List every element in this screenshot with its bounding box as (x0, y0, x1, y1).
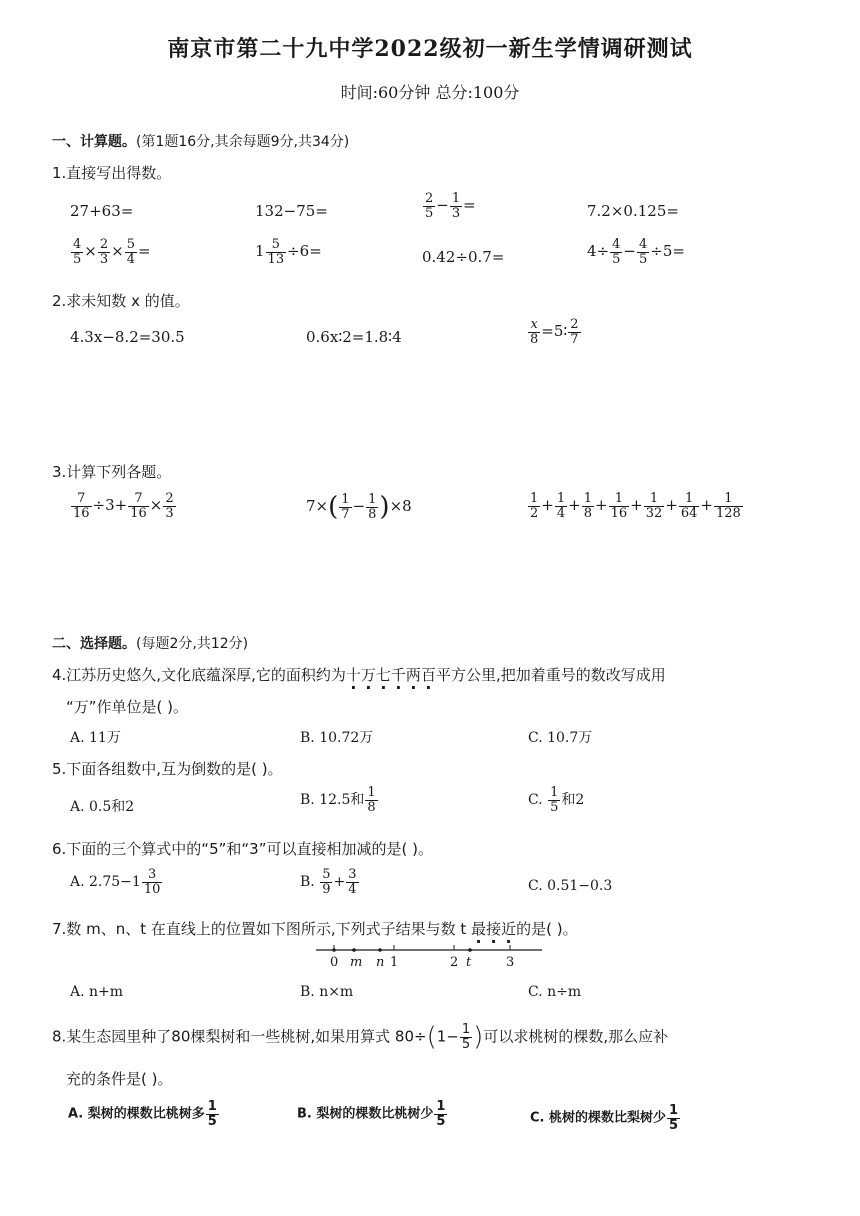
q4-emphasis (346, 666, 436, 684)
q8-option-b-text: B. 梨树的棵数比桃树少 (297, 1106, 434, 1122)
emphasized-char: 最 (471, 920, 487, 938)
q4-option-b[interactable]: B. 10.72万 (300, 730, 374, 746)
section-2-heading: 二、选择题。 (52, 636, 136, 652)
number-line-label: n (376, 955, 385, 970)
q8-option-c-text: C. 桃树的棵数比梨树少 (530, 1110, 667, 1126)
q2-c: $\frac{x}{8}$ =5∶ $\frac{2}{7}$ (530, 317, 579, 347)
emphasized-char: 接 (486, 920, 502, 938)
q5-option-b-text: B. 12.5和 (300, 792, 365, 809)
q7-emphasis (471, 920, 516, 938)
q7-option-c[interactable]: C. n÷m (528, 984, 582, 1000)
q8-option-b[interactable]: B. 梨树的棵数比桃树少 $\frac{1}{5}$ (297, 1099, 446, 1129)
q1-f: 1 $\frac{5}{13}$ ÷6= (255, 237, 322, 267)
q2-label: 2.求未知数 x 的值。 (52, 292, 190, 310)
emphasized-char: 两 (405, 666, 421, 684)
q8-line2: 充的条件是( )。 (66, 1070, 173, 1088)
number-line-label: 3 (506, 955, 515, 970)
number-line-label: 0 (330, 955, 339, 970)
q8-option-c[interactable]: C. 桃树的棵数比梨树少 $\frac{1}{5}$ (530, 1103, 679, 1133)
number-line (310, 944, 550, 972)
q5-option-c-text: 和2 (561, 792, 585, 809)
q7-option-a[interactable]: A. n+m (70, 984, 124, 1000)
q2-b: 0.6x∶2=1.8∶4 (306, 328, 402, 346)
q8-option-a[interactable]: A. 梨树的棵数比桃树多 $\frac{1}{5}$ (68, 1099, 217, 1129)
q8-stem-pre: 8.某生态园里种了80棵梨树和一些桃树,如果用算式 80÷ (52, 1027, 427, 1046)
number-line-label: 1 (390, 955, 399, 970)
q1-h: 4÷ $\frac{4}{5}$ − $\frac{4}{5}$ ÷5= (587, 237, 685, 267)
section-2-note: (每题2分,共12分) (136, 636, 249, 652)
section-1-note: (第1题16分,其余每题9分,共34分) (136, 134, 350, 150)
q4-stem-post: 平方公里,把加着重号的数改写成用 (435, 666, 666, 684)
q1-g: 0.42÷0.7= (422, 248, 505, 266)
emphasized-char: 万 (360, 666, 376, 684)
q4-option-a[interactable]: A. 11万 (70, 730, 121, 746)
q3-a: $\frac{7}{16}$ ÷3+ $\frac{7}{16}$ × $\frac{2}{3}$ (73, 491, 174, 521)
q1-label: 1.直接写出得数。 (52, 164, 172, 182)
q6-stem: 6.下面的三个算式中的“5”和“3”可以直接相加减的是( )。 (52, 840, 433, 858)
emphasized-char: 十 (345, 666, 361, 684)
page-title: 南京市第二十九中学2022级初一新生学情调研测试 (167, 36, 693, 62)
q7-stem-pre: 7.数 m、n、t 在直线上的位置如下图所示,下列式子结果与数 t (52, 920, 472, 938)
q1-c: $\frac{2}{5}$ − $\frac{1}{3}$ = (425, 191, 476, 221)
number-line-point (332, 948, 336, 952)
section-2-header (52, 633, 248, 653)
number-line-label: t (466, 955, 472, 970)
emphasized-char: 千 (390, 666, 406, 684)
q5-stem: 5.下面各组数中,互为倒数的是( )。 (52, 760, 283, 778)
q4-option-c[interactable]: C. 10.7万 (528, 730, 593, 746)
emphasized-char: 七 (375, 666, 391, 684)
q6-option-b[interactable]: B. $\frac{5}{9}$ + $\frac{3}{4}$ (300, 867, 357, 897)
emphasized-char: 百 (420, 666, 436, 684)
q5-option-b[interactable]: B. 12.5和 $\frac{1}{8}$ (300, 785, 376, 815)
q7-stem (52, 918, 578, 939)
q4-stem (52, 664, 666, 685)
section-1-header (52, 131, 349, 151)
q1-f-rest: ÷6= (287, 242, 322, 261)
number-line-label: m (350, 955, 363, 970)
q7-stem-post: 的是( )。 (516, 920, 578, 938)
q4-line2: “万”作单位是( )。 (66, 698, 189, 716)
q1-d: 7.2×0.125= (587, 202, 679, 220)
q2-a: 4.3x−8.2=30.5 (70, 328, 185, 346)
q3-b: 7×( $\frac{1}{7}$ − $\frac{1}{8}$ )×8 (306, 491, 412, 522)
q8-option-a-text: A. 梨树的棵数比桃树多 (68, 1106, 205, 1122)
number-line-point (378, 948, 382, 952)
q3-c: $\frac{1}{2}$ + $\frac{1}{4}$ + $\frac{1}{8}$ + $\frac{1}{16}$ + $\frac{1}{32}$ + $\frac{1}{64}$ + $\frac{1}{128}$ (530, 491, 741, 521)
q5-option-c[interactable]: C. $\frac{1}{5}$ 和2 (528, 785, 585, 815)
section-1-heading: 一、计算题。 (52, 134, 136, 150)
q6-option-a[interactable]: A. 2.75−1 $\frac{3}{10}$ (70, 867, 161, 897)
q8-stem-post: 可以求桃树的棵数,那么应补 (483, 1027, 669, 1046)
q7-option-b[interactable]: B. n×m (300, 984, 354, 1000)
emphasized-char: 近 (501, 920, 517, 938)
number-line-point (468, 948, 472, 952)
number-line-label: 2 (450, 955, 459, 970)
q8-stem: 8.某生态园里种了80棵梨树和一些桃树,如果用算式 80÷(1− $\frac{1}{5}$ )可以求桃树的棵数,那么应补 (52, 1021, 669, 1052)
q1-b: 132−75= (255, 202, 328, 220)
q1-a: 27+63= (70, 202, 134, 220)
q3-label: 3.计算下列各题。 (52, 463, 172, 481)
q1-e: $\frac{4}{5}$ × $\frac{2}{3}$ × $\frac{5}{4}$ = (73, 237, 151, 267)
q4-stem-pre: 4.江苏历史悠久,文化底蕴深厚,它的面积约为 (52, 666, 346, 684)
number-line-point (352, 948, 356, 952)
q6-option-c[interactable]: C. 0.51−0.3 (528, 878, 613, 894)
q5-option-a[interactable]: A. 0.5和2 (70, 799, 135, 815)
exam-info: 时间:60分钟 总分:100分 (340, 83, 520, 102)
